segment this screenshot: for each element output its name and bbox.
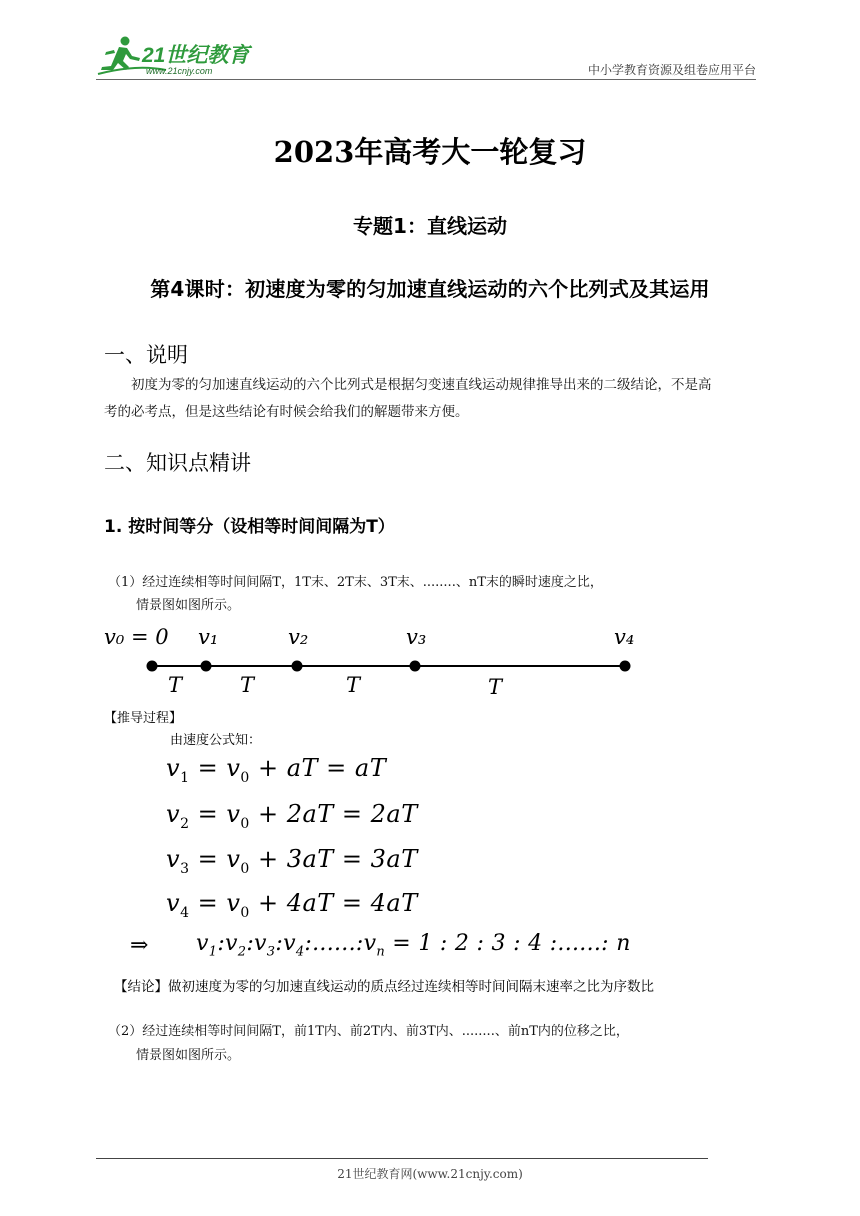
lesson-title: 第4课时：初速度为零的匀加速直线运动的六个比列式及其运用 [150,277,710,301]
implies-symbol: ⇒ [130,933,149,958]
conclusion-text: 【结论】做初速度为零的匀加速直线运动的质点经过连续相等时间间隔末速率之比为序数比 [114,979,654,995]
item2-figure-note: 情景图如图所示。 [136,1048,241,1063]
subsection-heading: 1. 按时间等分（设相等时间间隔为T） [104,517,395,537]
equation-v4: $v_4 = v_0 + 4aT = 4aT$ [166,889,418,921]
item1-figure-note: 情景图如图所示。 [136,598,241,613]
footer-divider [96,1158,708,1159]
timeline-point [147,661,158,672]
topic-title: 专题1：直线运动 [353,214,507,238]
timeline-interval-label: T [346,673,361,697]
header-platform-text: 中小学教育资源及组卷应用平台 [587,63,756,77]
timeline-point [620,661,631,672]
timeline-point-label: v₂ [288,625,309,649]
logo-url: www.21cnjy.com [146,66,213,76]
item1-description: （1）经过连续相等时间间隔T，1T末、2T末、3T末、........、nT末的瞬时速度之比， [108,575,603,590]
equation-v1: $v_1 = v_0$ + aT = aT [166,754,387,786]
timeline-interval-label: T [168,673,183,697]
derivation-tag: 【推导过程】 [104,711,183,726]
site-logo [96,34,266,78]
header-divider [96,79,756,80]
timeline-point [292,661,303,672]
timeline-point-label: v₁ [198,625,219,649]
derivation-intro: 由速度公式知： [170,733,262,748]
timeline-point [201,661,212,672]
timeline-point-label: v₃ [406,625,427,649]
item2-description: （2）经过连续相等时间间隔T，前1T内、前2T内、前3T内、........、前nT内的位移之比， [108,1024,629,1039]
timeline-diagram [96,618,656,700]
equation-v2: $v_2 = v_0 + 2aT = 2aT$ [166,800,418,832]
timeline-interval-label: T [488,675,503,699]
footer-site-link[interactable]: 21世纪教育网(www.21cnjy.com) [337,1167,523,1181]
page-title: 2023年高考大一轮复习 [273,135,587,169]
equation-v3: $v_3 = v_0 + 3aT = 3aT$ [166,845,418,877]
timeline-point-label: v₀ = 0 [104,625,169,649]
section-heading-knowledge: 二、知识点精讲 [104,451,251,475]
timeline-interval-label: T [240,673,255,697]
logo-text: 21世纪教育 [142,44,250,67]
velocity-ratio-equation: $v_1:v_2:v_3:v_4:......:v_n = 1$ : 2 : 3 : 4 :......: n [196,931,631,960]
timeline-point-label: v₄ [614,625,635,649]
explanation-paragraph: 初度为零的匀加速直线运动的六个比列式是根据匀变速直线运动规律推导出来的二级结论，不是高考的必考点，但是这些结论有时候会给我们的解题带来方便。 [104,377,712,420]
timeline-point [410,661,421,672]
section-heading-explanation: 一、说明 [104,343,188,367]
